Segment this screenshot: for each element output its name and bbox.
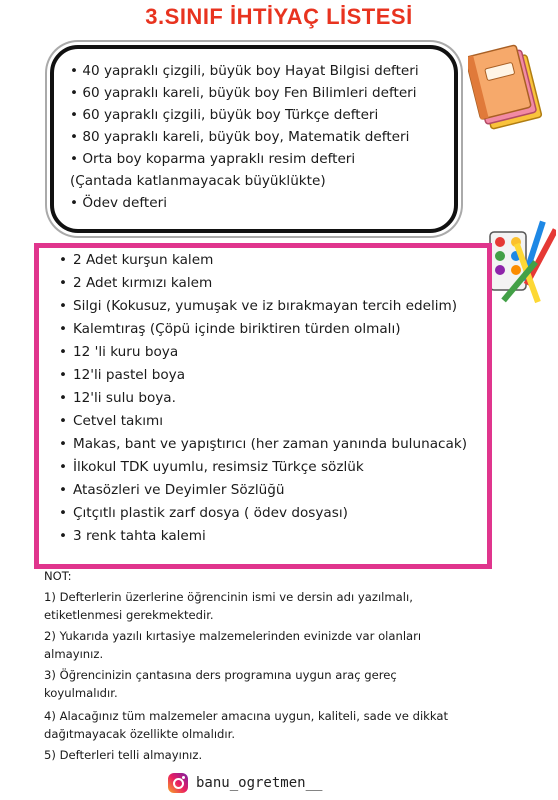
list-item: • 60 yapraklı kareli, büyük boy Fen Bilimleri defteri	[70, 85, 417, 101]
list-item: • Orta boy koparma yapraklı resim defteri	[70, 151, 356, 167]
instagram-icon	[168, 773, 188, 793]
list-item: • 12'li sulu boya.	[59, 390, 176, 406]
list-item: • 2 Adet kurşun kalem	[59, 252, 214, 268]
note-line: dağıtmayacak özellikte olmalıdır.	[44, 727, 236, 741]
list-item: • 60 yapraklı çizgili, büyük boy Türkçe defteri	[70, 107, 379, 123]
paint-palette-pencils-icon	[486, 212, 556, 312]
list-item: • 12 'li kuru boya	[59, 344, 179, 360]
note-line: almayınız.	[44, 647, 104, 661]
list-item: • 12'li pastel boya	[59, 367, 186, 383]
list-item: • 2 Adet kırmızı kalem	[59, 275, 213, 291]
list-item: • 80 yapraklı kareli, büyük boy, Matematik defteri	[70, 129, 410, 145]
notes-heading: NOT:	[44, 569, 72, 583]
list-item: • Atasözleri ve Deyimler Sözlüğü	[59, 482, 285, 498]
notebook-list-box	[50, 45, 458, 233]
list-item: • 40 yapraklı çizgili, büyük boy Hayat Bilgisi defteri	[70, 63, 419, 79]
note-line: etiketlenmesi gerekmektedir.	[44, 608, 214, 622]
supply-list-box	[34, 243, 492, 569]
list-item: • 3 renk tahta kalemi	[59, 528, 206, 544]
list-item-note: (Çantada katlanmayacak büyüklükte)	[70, 173, 326, 189]
list-item: • Ödev defteri	[70, 195, 167, 211]
note-line: 3) Öğrencinizin çantasına ders programına uygun araç gereç	[44, 668, 397, 682]
instagram-handle[interactable]: banu_ogretmen__	[196, 775, 323, 791]
notebook-stack-icon	[468, 42, 548, 134]
list-item: • Kalemtıraş (Çöpü içinde biriktiren türden olmalı)	[59, 321, 401, 337]
note-line: 4) Alacağınız tüm malzemeler amacına uygun, kaliteli, sade ve dikkat	[44, 709, 449, 723]
note-line: 1) Defterlerin üzerlerine öğrencinin ismi ve dersin adı yazılmalı,	[44, 590, 413, 604]
list-item: • Cetvel takımı	[59, 413, 164, 429]
note-line: 5) Defterleri telli almayınız.	[44, 748, 203, 762]
list-item: • Silgi (Kokusuz, yumuşak ve iz bırakmayan tercih edelim)	[59, 298, 458, 314]
note-line: 2) Yukarıda yazılı kırtasiye malzemelerinden evinizde var olanları	[44, 629, 422, 643]
list-item: • İlkokul TDK uyumlu, resimsiz Türkçe sözlük	[59, 459, 364, 475]
list-item: • Çıtçıtlı plastik zarf dosya ( ödev dosyası)	[59, 505, 348, 521]
instagram-credit[interactable]	[168, 773, 322, 793]
list-item: • Makas, bant ve yapıştırıcı (her zaman yanında bulunacak)	[59, 436, 467, 452]
page-title: 3.SINIF İHTİYAÇ LİSTESİ	[145, 4, 413, 29]
note-line: koyulmalıdır.	[44, 686, 118, 700]
